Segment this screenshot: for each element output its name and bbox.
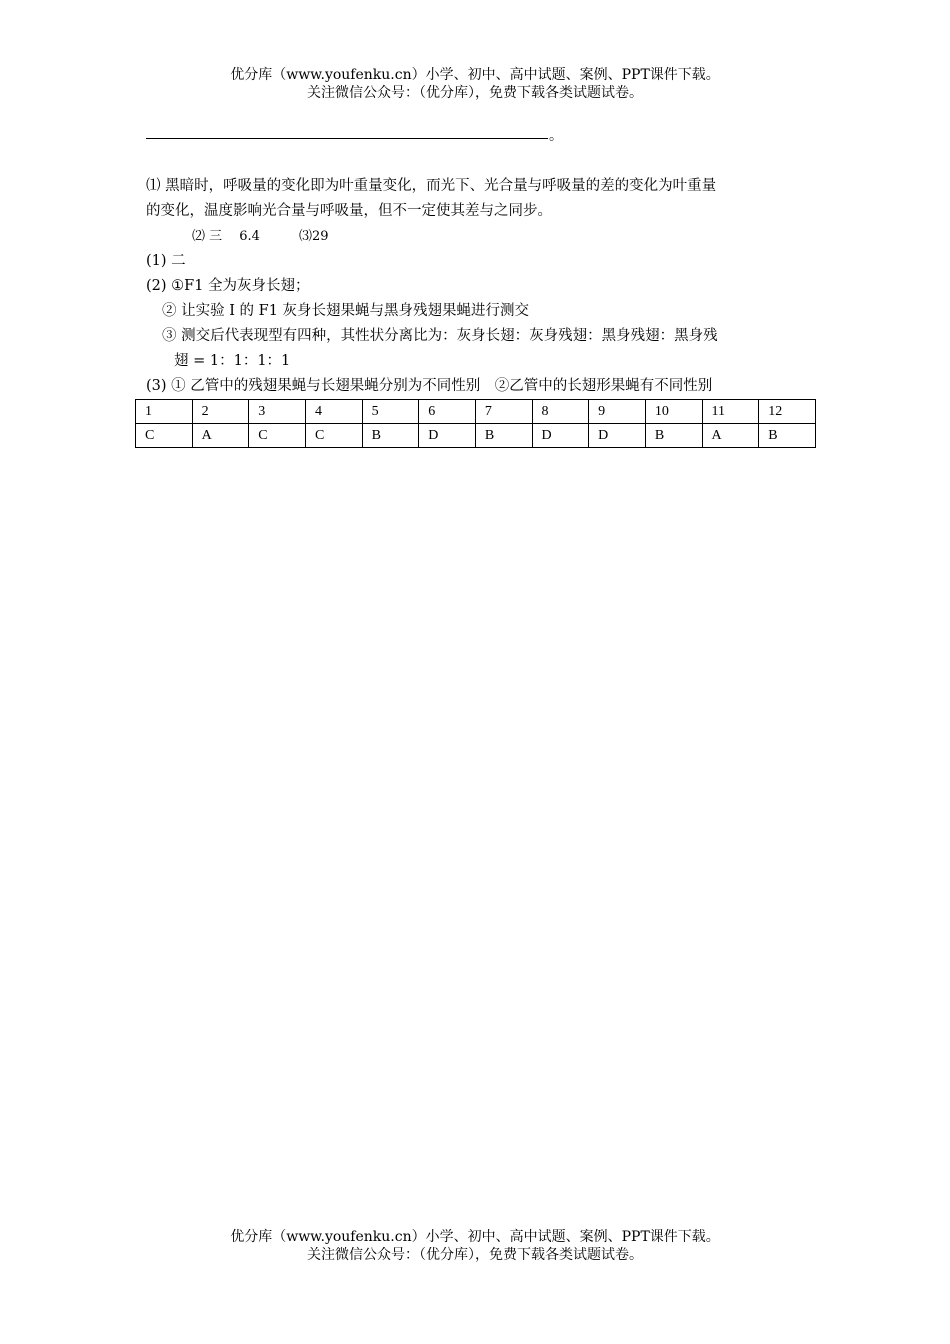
table-cell-number: 4 xyxy=(305,400,362,424)
table-row-letters xyxy=(136,424,816,448)
table-cell-number: 10 xyxy=(645,400,702,424)
answer-q1-line1: ⑴ 黑暗时，呼吸量的变化即为叶重量变化，而光下、光合量与呼吸量的差的变化为叶重量 xyxy=(146,178,717,194)
table-cell-answer: A xyxy=(192,424,249,448)
footer-line-2: 关注微信公众号：（优分库），免费下载各类试题试卷。 xyxy=(307,1247,643,1263)
table-cell-number: 7 xyxy=(475,400,532,424)
table-cell-answer: D xyxy=(532,424,589,448)
table-cell-answer: D xyxy=(419,424,476,448)
answer-key-table xyxy=(135,399,816,448)
table-cell-answer: B xyxy=(362,424,419,448)
table-cell-number: 3 xyxy=(249,400,306,424)
table-cell-number: 11 xyxy=(702,400,759,424)
page-footer xyxy=(0,1228,950,1264)
table-cell-answer: A xyxy=(702,424,759,448)
table-cell-answer: B xyxy=(475,424,532,448)
table-cell-answer: B xyxy=(645,424,702,448)
footer-line-1: 优分库（www.youfenku.cn）小学、初中、高中试题、案例、PPT课件下载。 xyxy=(230,1229,720,1245)
answer-b2-step3b: 翅 = 1：1：1：1 xyxy=(174,353,291,369)
table-cell-number: 12 xyxy=(759,400,816,424)
answer-q1-line2: 的变化，温度影响光合量与呼吸量，但不一定使其差与之同步。 xyxy=(146,203,552,219)
page-header xyxy=(0,66,950,102)
table-row-numbers xyxy=(136,400,816,424)
table-cell-answer: C xyxy=(136,424,193,448)
answer-b2-step3a: ③ 测交后代表现型有四种，其性状分离比为：灰身长翅：灰身残翅：黑身残翅：黑身残 xyxy=(162,328,718,344)
table-cell-number: 6 xyxy=(419,400,476,424)
answer-b3: (3) ① 乙管中的残翅果蝇与长翅果蝇分别为不同性别 ②乙管中的长翅形果蝇有不同性别 xyxy=(146,378,713,394)
answer-b2-step2: ② 让实验 I 的 F1 灰身长翅果蝇与黑身残翅果蝇进行测交 xyxy=(162,303,530,319)
header-line-1: 优分库（www.youfenku.cn）小学、初中、高中试题、案例、PPT课件下载。 xyxy=(230,67,720,83)
table-cell-number: 5 xyxy=(362,400,419,424)
header-line-2: 关注微信公众号：（优分库），免费下载各类试题试卷。 xyxy=(307,85,643,101)
answer-q2: ⑵ 三 6.4 ⑶29 xyxy=(192,229,329,244)
table-cell-answer: D xyxy=(589,424,646,448)
answer-blank-end: 。 xyxy=(549,128,563,144)
table-cell-number: 1 xyxy=(136,400,193,424)
answer-blank-line xyxy=(146,128,548,139)
answer-b2: (2) ①F1 全为灰身长翅； xyxy=(146,278,310,294)
table-cell-number: 8 xyxy=(532,400,589,424)
table-cell-number: 2 xyxy=(192,400,249,424)
table-cell-answer: C xyxy=(249,424,306,448)
table-cell-answer: C xyxy=(305,424,362,448)
table-cell-number: 9 xyxy=(589,400,646,424)
table-cell-answer: B xyxy=(759,424,816,448)
answer-b1: (1) 二 xyxy=(146,253,186,269)
